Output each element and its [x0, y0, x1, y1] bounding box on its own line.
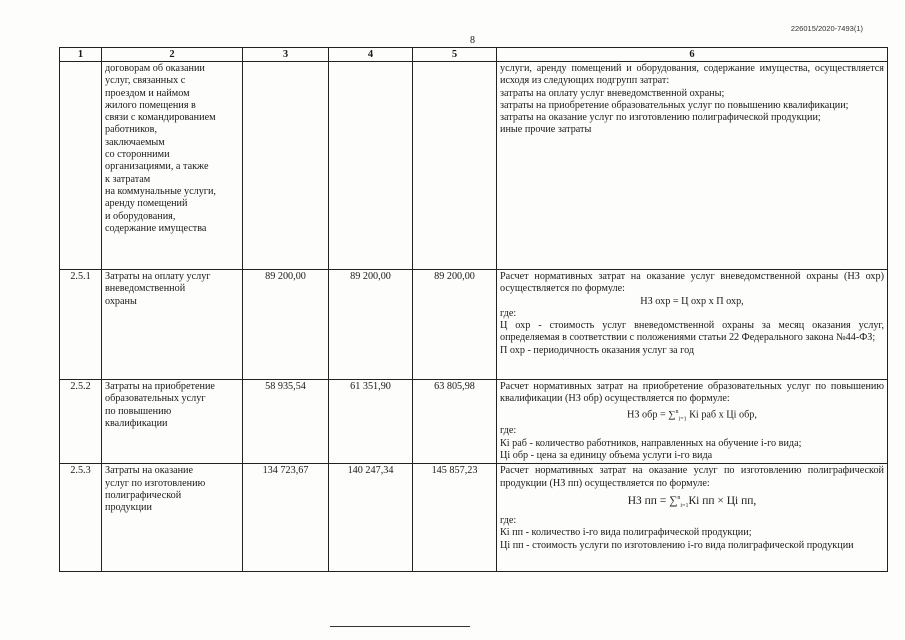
name-line: и оборудования, — [105, 210, 176, 222]
desc-line: Цi обр - цена за единицу объема услуги i-го вида — [500, 449, 713, 461]
col-header-1: 1 — [60, 48, 102, 62]
desc-line: иные прочие затраты — [500, 124, 592, 136]
desc-line: где: — [500, 514, 517, 526]
name-line: жилого помещения в — [105, 99, 196, 111]
row-number: 2.5.1 — [60, 270, 102, 380]
value-year-3 — [413, 62, 497, 270]
desc-line: затраты на оплату услуг вневедомственной охраны; — [500, 87, 725, 99]
desc-intro: Расчет нормативных затрат на оказание услуг по изготовлению полиграфической продукции (НЗ пп) осуществляется по формуле: — [500, 465, 884, 489]
name-line: работников, — [105, 124, 157, 136]
name-line: образовательных услуг — [105, 393, 206, 405]
value-year-1: 89 200,00 — [243, 270, 329, 380]
value-year-3: 145 857,23 — [413, 464, 497, 572]
name-line: охраны — [105, 295, 137, 307]
row-description — [497, 270, 888, 380]
desc-line: услуги, аренду помещений и оборудования, содержание имущества, осуществляется исходя из следующих подгрупп затрат: — [500, 63, 884, 87]
table-row — [60, 270, 888, 380]
name-line: квалификации — [105, 417, 168, 429]
name-line: вневедомственной — [105, 283, 186, 295]
value-year-3: 63 805,98 — [413, 380, 497, 464]
col-header-3: 3 — [243, 48, 329, 62]
name-line: аренду помещений — [105, 198, 188, 210]
cost-table — [59, 47, 888, 572]
value-year-1 — [243, 62, 329, 270]
name-line: договорам об оказании — [105, 63, 205, 74]
sum-symbol: ∑ — [669, 494, 678, 507]
row-number: 2.5.2 — [60, 380, 102, 464]
name-line: к затратам — [105, 173, 151, 185]
value-year-3: 89 200,00 — [413, 270, 497, 380]
row-name — [102, 464, 243, 572]
col-header-6: 6 — [497, 48, 888, 62]
name-line: проездом и наймом — [105, 87, 190, 99]
desc-line: Кi пп - количество i-го вида полиграфической продукции; — [500, 527, 752, 539]
desc-line: П охр - периодичность оказания услуг за год — [500, 344, 695, 356]
row-name — [102, 380, 243, 464]
desc-line: Цi пп - стоимость услуги по изготовлению i-го вида полиграфической продукции — [500, 539, 854, 551]
name-line: заключаемым — [105, 136, 165, 148]
name-line: на коммунальные услуги, — [105, 185, 216, 197]
row-number: 2.5.3 — [60, 464, 102, 572]
page-number: 8 — [470, 35, 475, 46]
col-header-2: 2 — [102, 48, 243, 62]
table-row — [60, 464, 888, 572]
formula — [500, 490, 884, 515]
formula-left: НЗ пп = — [627, 494, 670, 507]
sum-upper-limit: n — [677, 494, 681, 501]
sum-lower-limit: i=1 — [680, 502, 689, 509]
desc-line: Кi раб - количество работников, направленных на обучение i-го вида; — [500, 437, 802, 449]
row-description — [497, 380, 888, 464]
table-row — [60, 62, 888, 270]
row-name — [102, 62, 243, 270]
name-line: Затраты на оплату услуг — [105, 271, 211, 282]
value-year-1: 134 723,67 — [243, 464, 329, 572]
formula — [500, 406, 884, 426]
desc-intro: Расчет нормативных затрат на приобретение образовательных услуг по повышению квалификации (НЗ обр) осуществляется по формуле: — [500, 381, 884, 405]
value-year-2: 89 200,00 — [329, 270, 413, 380]
desc-intro: Расчет нормативных затрат на оказание услуг вневедомственной охраны (НЗ охр) осуществляется по формуле: — [500, 271, 884, 295]
name-line: Затраты на оказание — [105, 465, 194, 477]
desc-line: где: — [500, 425, 517, 437]
row-number — [60, 62, 102, 270]
name-line: по повышению — [105, 405, 172, 417]
row-description — [497, 62, 888, 270]
name-line: содержание имущества — [105, 222, 207, 234]
formula-right: Кi раб х Цi обр, — [686, 408, 757, 420]
desc-line: затраты на оказание услуг по изготовлению полиграфической продукции; — [500, 112, 821, 124]
name-line: продукции — [105, 502, 152, 514]
sum-lower-limit: i=1 — [678, 416, 687, 423]
footer-divider — [330, 626, 470, 627]
col-header-5: 5 — [413, 48, 497, 62]
desc-line: Ц охр - стоимость услуг вневедомственной охраны за месяц оказания услуг, определяемая в соответствии с положениями статьи 22 Федерального закона №44-ФЗ; — [500, 320, 884, 344]
desc-line: затраты на приобретение образовательных услуг по повышению квалификации; — [500, 99, 849, 111]
value-year-1: 58 935,54 — [243, 380, 329, 464]
col-header-4: 4 — [329, 48, 413, 62]
document-id: 226015/2020-7493(1) — [790, 24, 863, 33]
formula: НЗ охр = Ц охр х П охр, — [640, 295, 744, 307]
row-description — [497, 464, 888, 572]
name-line: со сторонними — [105, 149, 170, 161]
name-line: услуг, связанных с — [105, 75, 186, 87]
name-line: Затраты на приобретение — [105, 381, 215, 392]
sum-symbol: ∑ — [668, 408, 676, 420]
table-header-row — [60, 48, 888, 62]
row-name — [102, 270, 243, 380]
name-line: организациями, а также — [105, 161, 209, 173]
desc-line: где: — [500, 307, 517, 319]
formula-right: Кi пп × Цi пп, — [688, 494, 757, 507]
name-line: связи с командированием — [105, 112, 216, 124]
value-year-2: 61 351,90 — [329, 380, 413, 464]
formula-left: НЗ обр = — [627, 408, 669, 420]
name-line: полиграфической — [105, 489, 182, 501]
value-year-2: 140 247,34 — [329, 464, 413, 572]
value-year-2 — [329, 62, 413, 270]
table-row — [60, 380, 888, 464]
name-line: услуг по изготовлению — [105, 477, 206, 489]
sum-upper-limit: n — [675, 408, 679, 415]
